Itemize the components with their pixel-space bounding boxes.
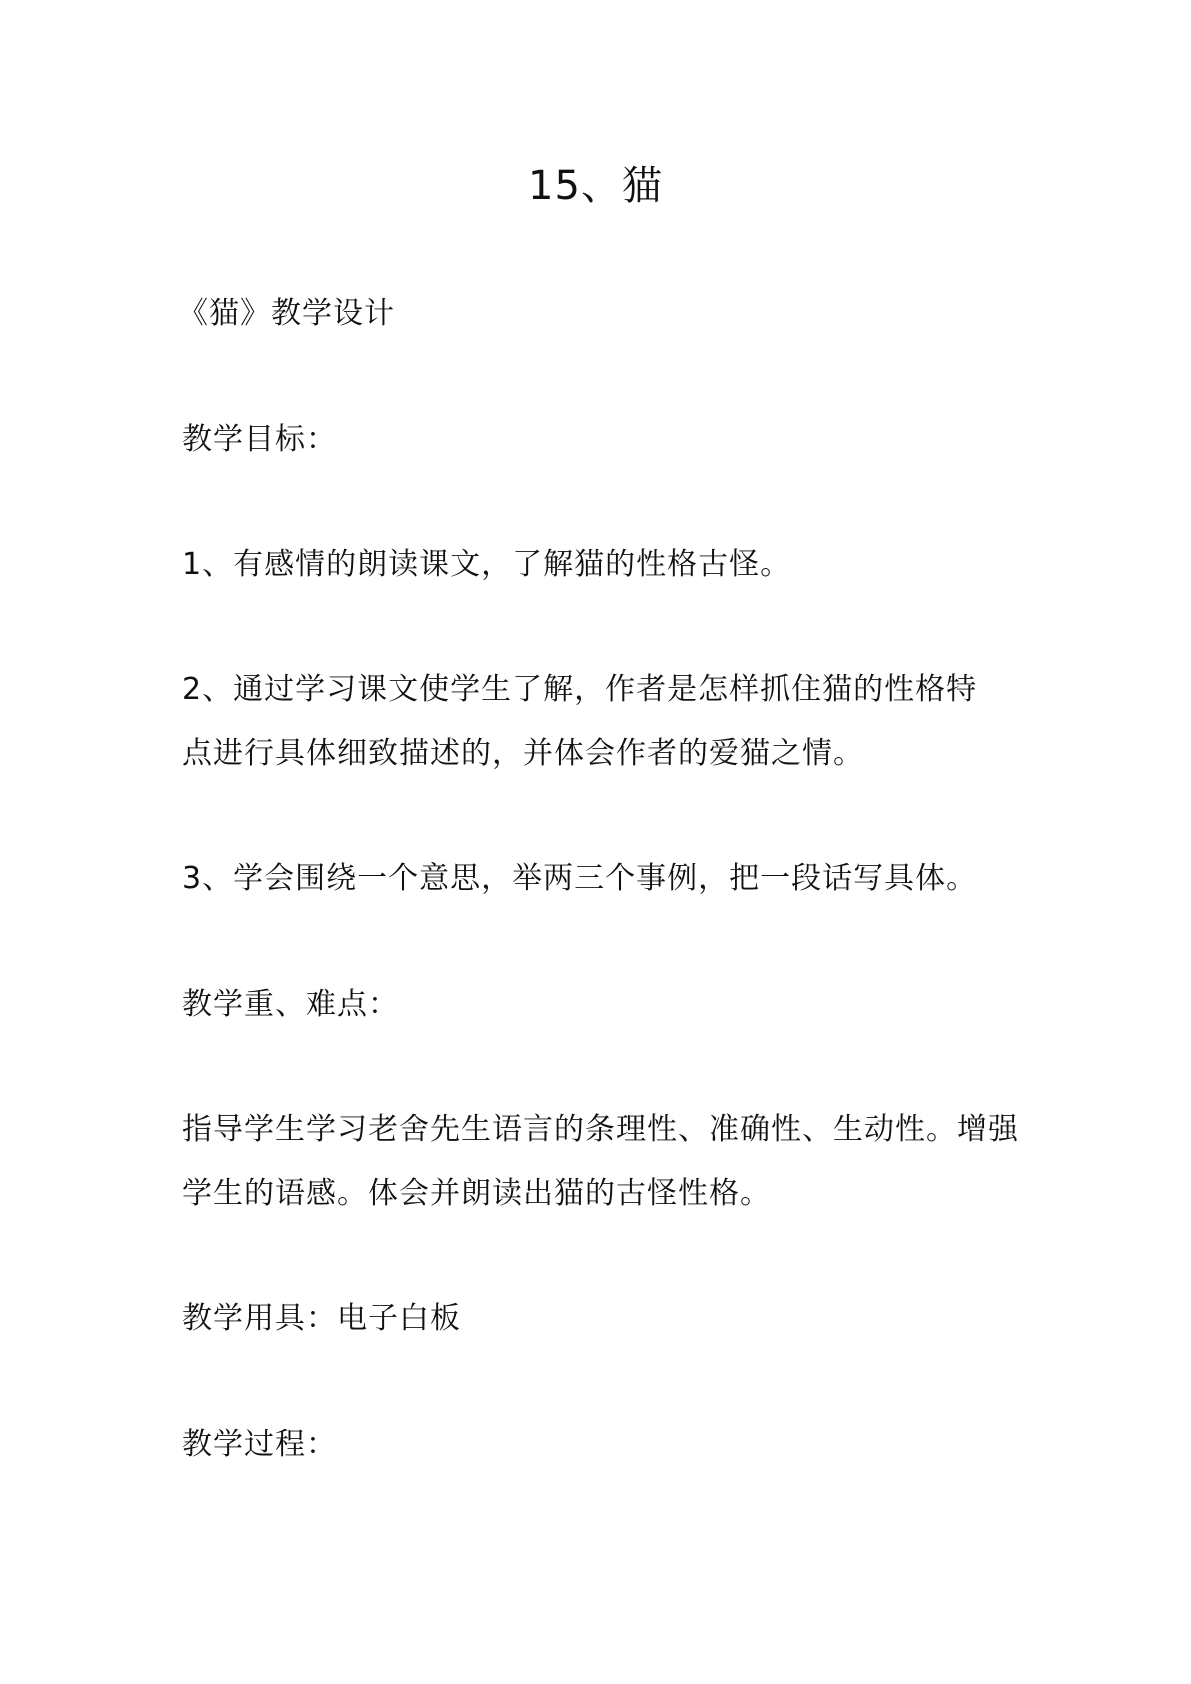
goal-item-3: 3、学会围绕一个意思，举两三个事例，把一段话写具体。 (182, 861, 978, 896)
key-points-line-1: 指导学生学习老舍先生语言的条理性、准确性、生动性。增强 (182, 1112, 1019, 1147)
key-points-heading: 教学重、难点： (182, 987, 399, 1022)
goal-item-2-line-2: 点进行具体细致描述的，并体会作者的爱猫之情。 (182, 736, 864, 771)
page-title: 15、猫 (528, 163, 663, 209)
process-heading: 教学过程： (182, 1427, 337, 1462)
teaching-tools: 教学用具：电子白板 (182, 1301, 461, 1336)
goal-item-1: 1、有感情的朗读课文，了解猫的性格古怪。 (182, 547, 792, 582)
key-points-line-2: 学生的语感。体会并朗读出猫的古怪性格。 (182, 1176, 771, 1211)
goals-heading: 教学目标： (182, 422, 337, 457)
document-subtitle: 《猫》教学设计 (178, 296, 395, 331)
goal-item-2-line-1: 2、通过学习课文使学生了解，作者是怎样抓住猫的性格特 (182, 672, 978, 707)
